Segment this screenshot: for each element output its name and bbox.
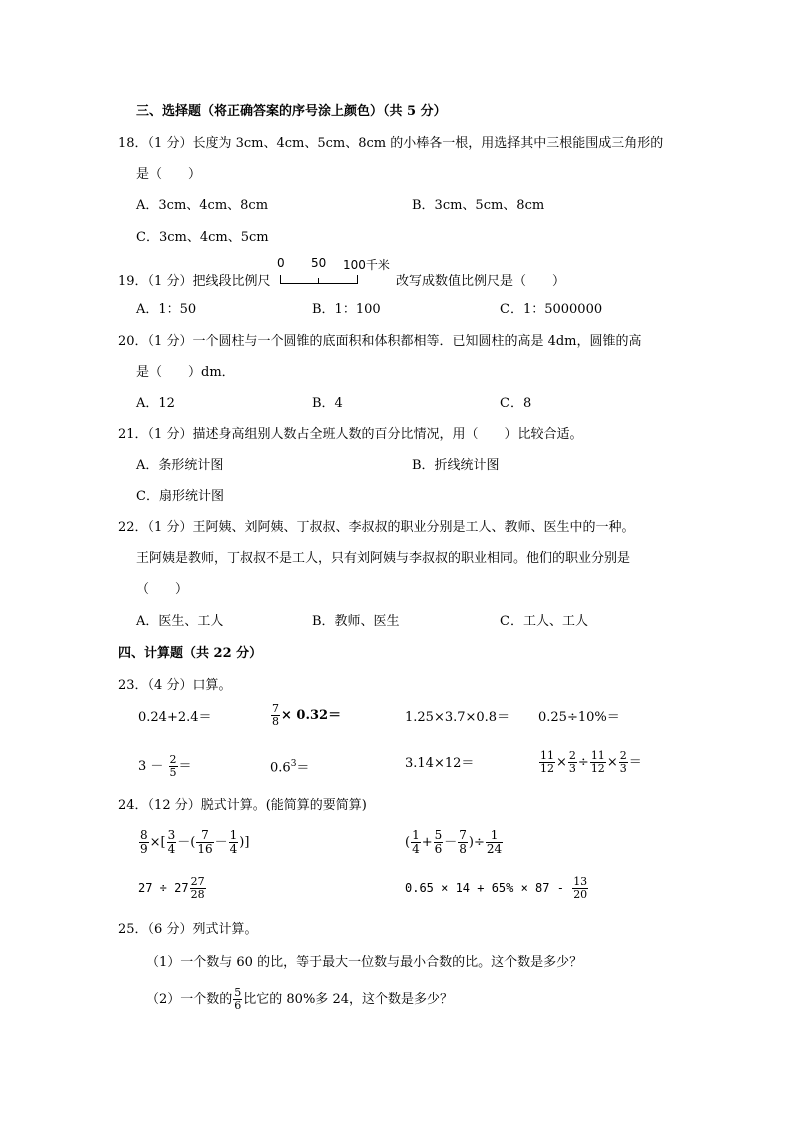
q22-option-a[interactable]: A．医生、工人 [136, 614, 224, 629]
q21-option-b[interactable]: B．折线统计图 [412, 458, 500, 473]
q23-expr-6: $0.6^3=$ [270, 759, 310, 776]
q24-expr-1: $\frac{8}{9}$ ×[ $\frac{3}{4}$ －( $\frac{7}{16}$ － $\frac{1}{4}$ )] [140, 828, 250, 856]
fraction: $\frac{2}{5}$ [169, 753, 177, 779]
q20-option-b[interactable]: B．4 [312, 396, 343, 411]
scale-label-0: 0 [277, 256, 285, 270]
q23-expr-5: 3 － $\frac{2}{5}$ ＝ [138, 753, 192, 779]
q21-stem: 21．（1 分）描述身高组别人数占全班人数的百分比情况，用（ ）比较合适。 [118, 427, 583, 442]
scale-mid-tick [318, 278, 319, 283]
q19-stem-suffix: 改写成数值比例尺是（ ） [396, 274, 566, 289]
q19-option-c[interactable]: C．1：5000000 [500, 302, 603, 317]
q24-expr-3: 27 ÷ 27 $\frac{27}{28}$ [138, 875, 205, 901]
q20-stem-line1: 20．（1 分）一个圆柱与一个圆锥的底面积和体积都相等．已知圆柱的高是 4dm，圆锥的高 [118, 334, 642, 349]
q25-stem: 25．（6 分）列式计算。 [118, 922, 258, 937]
q22-stem-line3: （ ） [136, 582, 189, 597]
q23-expr-7: 3.14×12＝ [405, 756, 475, 771]
q18-stem-line1: 18．（1 分）长度为 3cm、4cm、5cm、8cm 的小棒各一根，用选择其中三根能围成三角形的 [118, 136, 664, 151]
q19-option-b[interactable]: B．1：100 [312, 302, 381, 317]
q20-option-a[interactable]: A．12 [136, 396, 175, 411]
scale-label-100km: 100千米 [343, 258, 390, 272]
section-4-title: 四、计算题（共 22 分） [118, 646, 263, 661]
q23-expr-1: 0.24+2.4＝ [138, 710, 212, 725]
section-3-title: 三、选择题（将正确答案的序号涂上颜色）（共 5 分） [136, 104, 447, 119]
q21-option-c[interactable]: C．扇形统计图 [136, 489, 224, 504]
q22-stem-line1: 22．（1 分）王阿姨、刘阿姨、丁叔叔、李叔叔的职业分别是工人、教师、医生中的一种。 [118, 520, 635, 535]
q20-option-c[interactable]: C．8 [500, 396, 532, 411]
fraction: $\frac{7}{8}$ [272, 702, 279, 728]
q25-part-1: （1）一个数与 60 的比，等于最大一位数与最小合数的比。这个数是多少？ [146, 955, 583, 970]
q22-stem-line2: 王阿姨是教师，丁叔叔不是工人，只有刘阿姨与李叔叔的职业相同。他们的职业分别是 [136, 551, 631, 566]
q24-expr-4: 0.65 × 14 + 65% × 87 - $\frac{13}{20}$ [405, 875, 588, 901]
q18-option-c[interactable]: C．3cm、4cm、5cm [136, 230, 269, 245]
q18-stem-line2: 是（ ） [136, 167, 202, 182]
q22-option-c[interactable]: C．工人、工人 [500, 614, 588, 629]
scale-bar [280, 275, 358, 284]
line-segment-scale [277, 256, 390, 286]
q22-option-b[interactable]: B．教师、医生 [312, 614, 400, 629]
q23-expr-8: $\frac{11}{12}$ × $\frac{2}{3}$ ÷ $\frac{11}{12}$ × $\frac{2}{3}$ ＝ [540, 749, 642, 775]
q18-option-a[interactable]: A．3cm、4cm、8cm [136, 198, 269, 213]
q23-expr-4: 0.25÷10%＝ [538, 710, 620, 725]
q19-option-a[interactable]: A．1：50 [136, 302, 197, 317]
q23-expr-3: 1.25×3.7×0.8＝ [405, 710, 511, 725]
q23-expr-2: $\frac{7}{8}$ × 0.32＝ [272, 702, 342, 728]
q24-stem: 24．（12 分）脱式计算。(能简算的要简算) [118, 798, 367, 813]
q24-expr-2: ( $\frac{1}{4}$ + $\frac{5}{6}$ － $\frac{7}{8}$ )÷ $\frac{1}{24}$ [405, 828, 503, 856]
q20-stem-line2: 是（ ）dm． [136, 365, 235, 380]
q23-stem: 23．（4 分）口算。 [118, 678, 232, 693]
q21-option-a[interactable]: A．条形统计图 [136, 458, 224, 473]
q25-part-2: （2）一个数的 $\frac{5}{6}$ 比它的 80%多 24，这个数是多少？ [146, 986, 453, 1012]
q19-stem-prefix: 19．（1 分）把线段比例尺 [118, 274, 271, 289]
q18-option-b[interactable]: B．3cm、5cm、8cm [412, 198, 545, 213]
scale-label-50: 50 [311, 256, 327, 270]
